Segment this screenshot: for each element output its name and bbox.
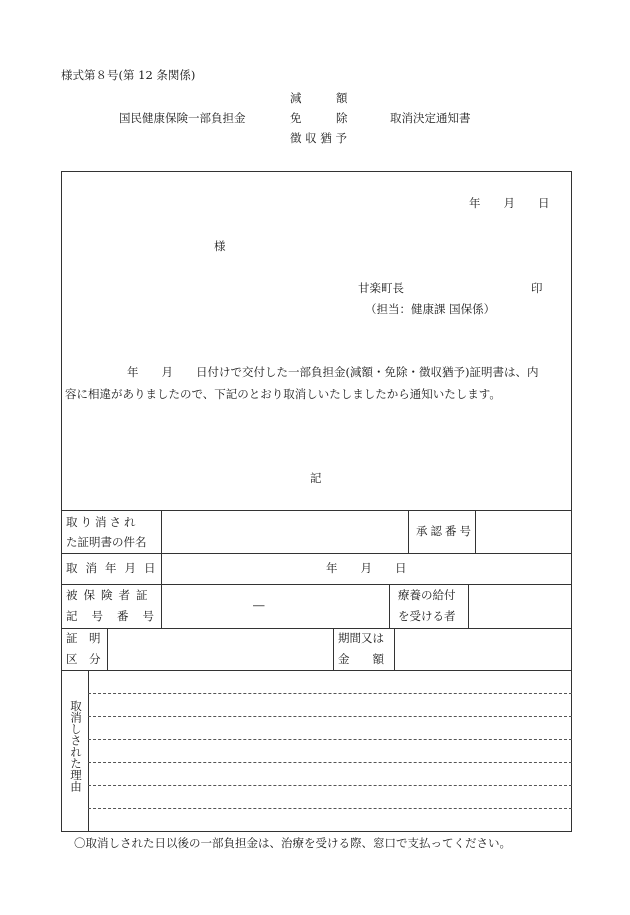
title-type-deferral: 徴 収 猶 予 bbox=[290, 131, 347, 145]
col-divider bbox=[408, 510, 409, 553]
form-number: 様式第８号(第 12 条関係) bbox=[61, 68, 196, 82]
contact-info: （担当：健康課 国保係） bbox=[365, 302, 496, 316]
col-divider bbox=[475, 510, 476, 553]
col-divider bbox=[468, 584, 469, 628]
cert-class-label-1: 証 明 bbox=[66, 631, 101, 645]
ki-heading: 記 bbox=[310, 471, 322, 485]
recipient-label-2: を受ける者 bbox=[398, 609, 456, 623]
cert-name-label-2: た証明書の件名 bbox=[66, 535, 147, 549]
insured-separator: ― bbox=[253, 598, 265, 612]
col-divider bbox=[107, 628, 108, 670]
issuer-name: 甘楽町長 bbox=[358, 281, 404, 295]
recipient-label-1: 療養の給付 bbox=[398, 588, 456, 602]
title-type-reduction: 減 額 bbox=[290, 91, 348, 105]
body-line-2: 容に相違がありましたので、下記のとおり取消しいたしましたから通知いたします。 bbox=[65, 387, 501, 401]
reason-line bbox=[88, 785, 572, 786]
cancel-date-label: 取消年月日 bbox=[66, 561, 164, 575]
col-divider bbox=[389, 584, 390, 628]
title-suffix: 取消決定通知書 bbox=[390, 111, 471, 125]
insured-label-1: 被保険者証 bbox=[66, 588, 154, 602]
body-line-1: 年 月 日付けで交付した一部負担金(減額・免除・徴収猶予)証明書は、内 bbox=[127, 365, 539, 379]
addressee-suffix: 様 bbox=[214, 239, 226, 253]
reason-line bbox=[88, 693, 572, 694]
title-prefix: 国民健康保険一部負担金 bbox=[119, 111, 246, 125]
approval-number-label: 承認番号 bbox=[416, 524, 474, 538]
seal-mark: 印 bbox=[531, 281, 543, 295]
date-line: 年 月 日 bbox=[469, 196, 550, 210]
cert-name-label-1: 取り消され bbox=[66, 515, 139, 529]
col-divider bbox=[394, 628, 395, 670]
reason-line bbox=[88, 739, 572, 740]
insured-label-2: 記号番号 bbox=[66, 609, 168, 623]
reason-line bbox=[88, 762, 572, 763]
row-divider bbox=[61, 584, 572, 585]
cert-class-label-2: 区 分 bbox=[66, 652, 101, 666]
reason-label: 取消しされた理由 bbox=[69, 700, 83, 792]
row-divider bbox=[61, 670, 572, 671]
row-divider bbox=[61, 553, 572, 554]
table-top-line bbox=[61, 510, 572, 511]
title-type-exemption: 免 除 bbox=[290, 111, 348, 125]
footnote: 〇取消しされた日以後の一部負担金は、治療を受ける際、窓口で支払ってください。 bbox=[74, 836, 511, 850]
row-divider bbox=[61, 628, 572, 629]
col-divider bbox=[333, 628, 334, 670]
reason-line bbox=[88, 716, 572, 717]
reason-line bbox=[88, 808, 572, 809]
form-frame bbox=[61, 171, 572, 832]
cancel-date-value: 年 月 日 bbox=[326, 561, 407, 575]
period-label-1: 期間又は bbox=[338, 631, 384, 645]
period-label-2: 金 額 bbox=[338, 652, 384, 666]
